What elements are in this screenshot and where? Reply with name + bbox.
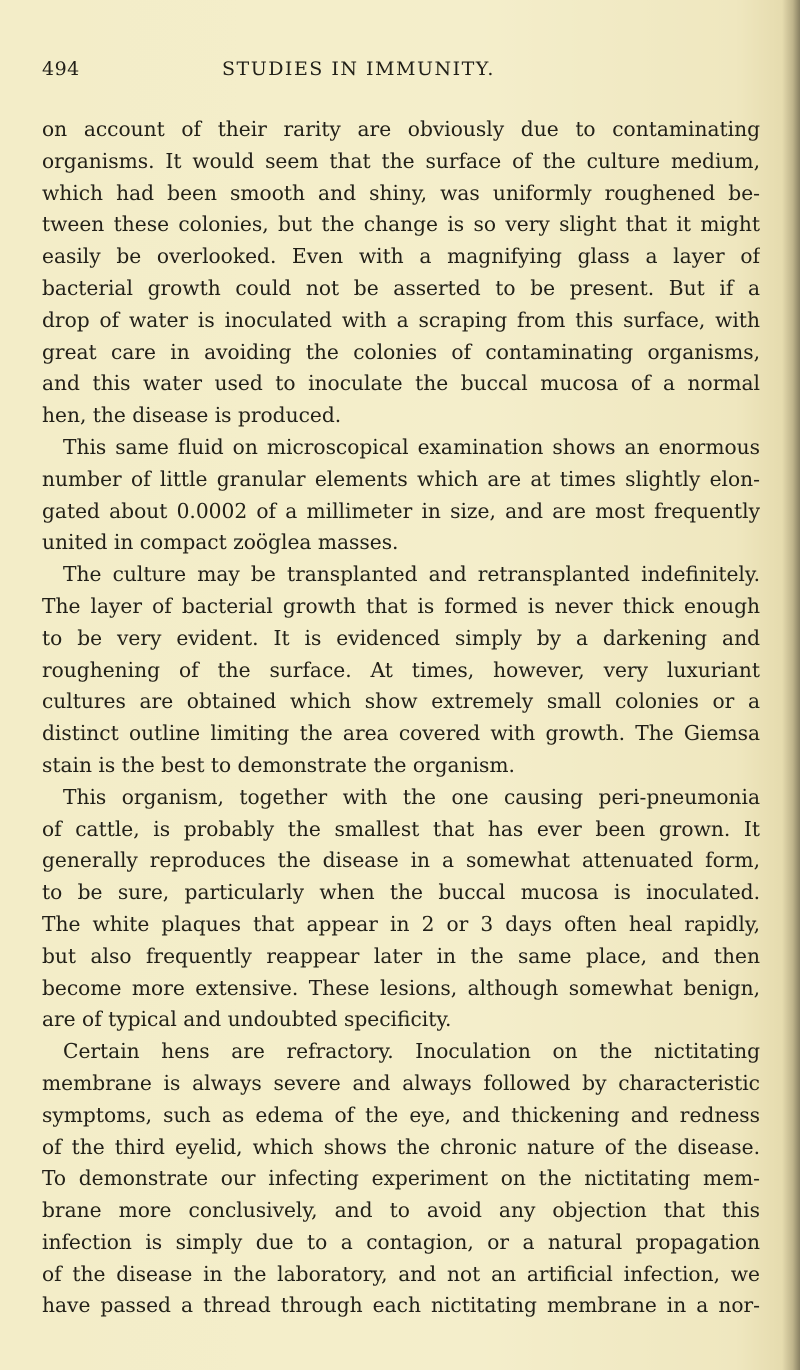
text-line: Certain hens are refractory. Inoculation on the nictitating bbox=[63, 1039, 760, 1064]
text-line: of the disease in the laboratory, and not an artificial infection, we bbox=[42, 1261, 760, 1286]
text-line: of cattle, is probably the smallest that has ever been grown. It bbox=[42, 816, 760, 841]
text-line: membrane is always severe and always followed by characteristic bbox=[42, 1070, 760, 1095]
running-head: STUDIES IN IMMUNITY. bbox=[222, 58, 495, 80]
page-edge-shadow bbox=[782, 0, 800, 1370]
text-line: This organism, together with the one causing peri-pneumonia bbox=[63, 784, 760, 809]
page-header bbox=[42, 58, 760, 88]
text-line: of the third eyelid, which shows the chronic nature of the disease. bbox=[42, 1134, 760, 1159]
text-line: gated about 0.0002 of a millimeter in size, and are most frequently bbox=[42, 498, 760, 523]
text-line: to be sure, particularly when the buccal mucosa is inoculated. bbox=[42, 880, 760, 905]
text-line: number of little granular elements which are at times slightly elon- bbox=[42, 466, 760, 491]
text-line: on account of their rarity are obviously due to contaminating bbox=[42, 117, 760, 141]
page-number: 494 bbox=[42, 58, 80, 80]
text-line: The layer of bacterial growth that is formed is never thick enough bbox=[42, 593, 760, 618]
text-line: generally reproduces the disease in a somewhat attenuated form, bbox=[42, 848, 760, 873]
text-line: brane more conclusively, and to avoid any objection that this bbox=[42, 1198, 760, 1223]
text-line: roughening of the surface. At times, however, very luxuriant bbox=[42, 657, 760, 682]
text-line: distinct outline limiting the area covered with growth. The Giemsa bbox=[42, 721, 760, 746]
text-line: bacterial growth could not be asserted to be present. But if a bbox=[42, 275, 760, 300]
text-line: have passed a thread through each nictitating membrane in a nor- bbox=[42, 1293, 760, 1318]
text-line: which had been smooth and shiny, was uniformly roughened be- bbox=[42, 180, 760, 205]
text-line: symptoms, such as edema of the eye, and thickening and redness bbox=[42, 1102, 760, 1127]
text-line: hen, the disease is produced. bbox=[42, 403, 342, 428]
text-line: united in compact zoöglea masses. bbox=[42, 530, 399, 555]
text-line: but also frequently reappear later in the same place, and then bbox=[42, 943, 760, 968]
text-line: great care in avoiding the colonies of contaminating organisms, bbox=[42, 339, 760, 364]
text-line: are of typical and undoubted specificity. bbox=[42, 1007, 452, 1032]
body-text bbox=[42, 114, 760, 1322]
text-line: easily be overlooked. Even with a magnifying glass a layer of bbox=[42, 244, 760, 269]
text-line: cultures are obtained which show extremely small colonies or a bbox=[42, 689, 760, 714]
text-line: To demonstrate our infecting experiment on the nictitating mem- bbox=[42, 1166, 760, 1191]
text-line: to be very evident. It is evidenced simply by a darkening and bbox=[42, 625, 760, 650]
text-line: become more extensive. These lesions, although somewhat benign, bbox=[42, 975, 760, 1000]
text-line: This same fluid on microscopical examination shows an enormous bbox=[63, 434, 760, 459]
text-line: tween these colonies, but the change is so very slight that it might bbox=[42, 212, 760, 237]
text-line: The white plaques that appear in 2 or 3 days often heal rapidly, bbox=[42, 911, 760, 936]
text-line: infection is simply due to a contagion, or a natural propagation bbox=[42, 1229, 760, 1254]
text-line: organisms. It would seem that the surface of the culture medium, bbox=[42, 148, 760, 173]
text-line: stain is the best to demonstrate the organism. bbox=[42, 752, 515, 777]
text-line: The culture may be transplanted and retransplanted indefinitely. bbox=[63, 562, 760, 587]
text-line: drop of water is inoculated with a scraping from this surface, with bbox=[42, 307, 760, 332]
text-line: and this water used to inoculate the buccal mucosa of a normal bbox=[42, 371, 760, 396]
